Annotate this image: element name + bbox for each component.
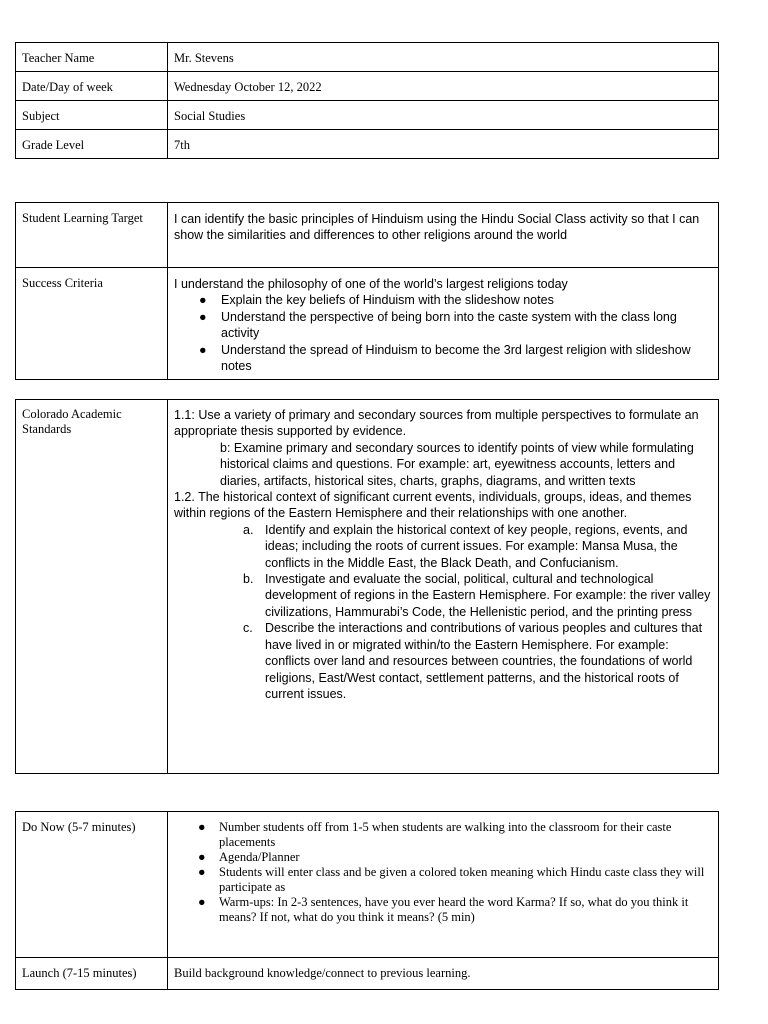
grade-level-value: 7th: [168, 130, 719, 159]
table-row: [16, 101, 719, 130]
success-criteria-label: Success Criteria: [16, 268, 168, 380]
learning-target-text: I can identify the basic principles of Hinduism using the Hindu Social Class activity so that I can show the similarities and differences to other religions around the world: [168, 203, 719, 268]
info-table: [15, 42, 719, 159]
list-item: c. Describe the interactions and contributions of various peoples and cultures that have lived in or migrated within/to the Eastern Hemisphere. For example: conflicts over land and resources between countries, the foundations of world religions, East/West contact, settlement patterns, and the historical roots of current issues.: [243, 621, 703, 701]
do-now-label: Do Now (5-7 minutes): [16, 812, 168, 958]
table-row: [16, 958, 719, 990]
list-item: a. Identify and explain the historical context of key people, regions, events, and ideas; including the roots of current issues. For example: Mansa Musa, the conflicts in the Middle East, the Black Death, and Confucianism.: [243, 522, 688, 570]
standards-cell: [168, 400, 719, 774]
table-row: [16, 268, 719, 380]
teacher-name-label: Teacher Name: [16, 43, 168, 72]
success-criteria-list: [174, 292, 712, 374]
standard-1-2-list: [174, 522, 712, 702]
table-row: [16, 812, 719, 958]
do-now-cell: [168, 812, 719, 958]
standards-label: Colorado Academic Standards: [16, 400, 168, 774]
grade-level-label: Grade Level: [16, 130, 168, 159]
standards-table: [15, 399, 719, 774]
table-row: [16, 130, 719, 159]
launch-text: Build background knowledge/connect to previous learning.: [168, 958, 719, 990]
subject-label: Subject: [16, 101, 168, 130]
do-now-list: [174, 820, 712, 925]
success-criteria-cell: [168, 268, 719, 380]
table-row: [16, 72, 719, 101]
list-item: ● Understand the spread of Hinduism to become the 3rd largest religion with slideshow notes: [199, 342, 691, 374]
subject-value: Social Studies: [168, 101, 719, 130]
success-criteria-intro: I understand the philosophy of one of the world’s largest religions today: [174, 277, 568, 291]
list-item: ● Warm-ups: In 2-3 sentences, have you ever heard the word Karma? If so, what do you think it means? If not, what do you think it means? (5 min): [198, 895, 689, 924]
standard-1-2: 1.2. The historical context of significant current events, individuals, groups, ideas, and themes within regions of the Eastern Hemisphere and their relationships with one another.: [174, 490, 692, 521]
list-item: ● Understand the perspective of being born into the caste system with the class long activity: [199, 309, 677, 341]
launch-label: Launch (7-15 minutes): [16, 958, 168, 990]
plan-table: [15, 811, 719, 990]
table-row: [16, 400, 719, 774]
list-item: ● Students will enter class and be given a colored token meaning which Hindu caste class they will participate as: [198, 865, 705, 894]
list-item: b. Investigate and evaluate the social, political, cultural and technological development of regions in the Eastern Hemisphere. For example: the river valley civilizations, Hammurabi’s Code, the Hellenistic period, and the printing press: [243, 572, 711, 619]
standard-1-1-b: b: Examine primary and secondary sources to identify points of view while formulating historical claims and questions. For example: art, eyewitness accounts, letters and diaries, artifacts, historical sites, charts, graphs, diagrams, and written texts: [220, 440, 694, 488]
list-item: ● Explain the key beliefs of Hinduism with the slideshow notes: [199, 293, 554, 308]
date-value: Wednesday October 12, 2022: [168, 72, 719, 101]
date-label: Date/Day of week: [16, 72, 168, 101]
list-item: ● Number students off from 1-5 when students are walking into the classroom for their caste placements: [198, 820, 672, 849]
teacher-name-value: Mr. Stevens: [168, 43, 719, 72]
learning-target-label: Student Learning Target: [16, 203, 168, 268]
list-item: ● Agenda/Planner: [198, 850, 300, 864]
table-row: [16, 43, 719, 72]
standard-1-1: 1.1: Use a variety of primary and secondary sources from multiple perspectives to formulate an appropriate thesis supported by evidence.: [174, 408, 699, 439]
learning-table: [15, 202, 719, 380]
table-row: [16, 203, 719, 268]
